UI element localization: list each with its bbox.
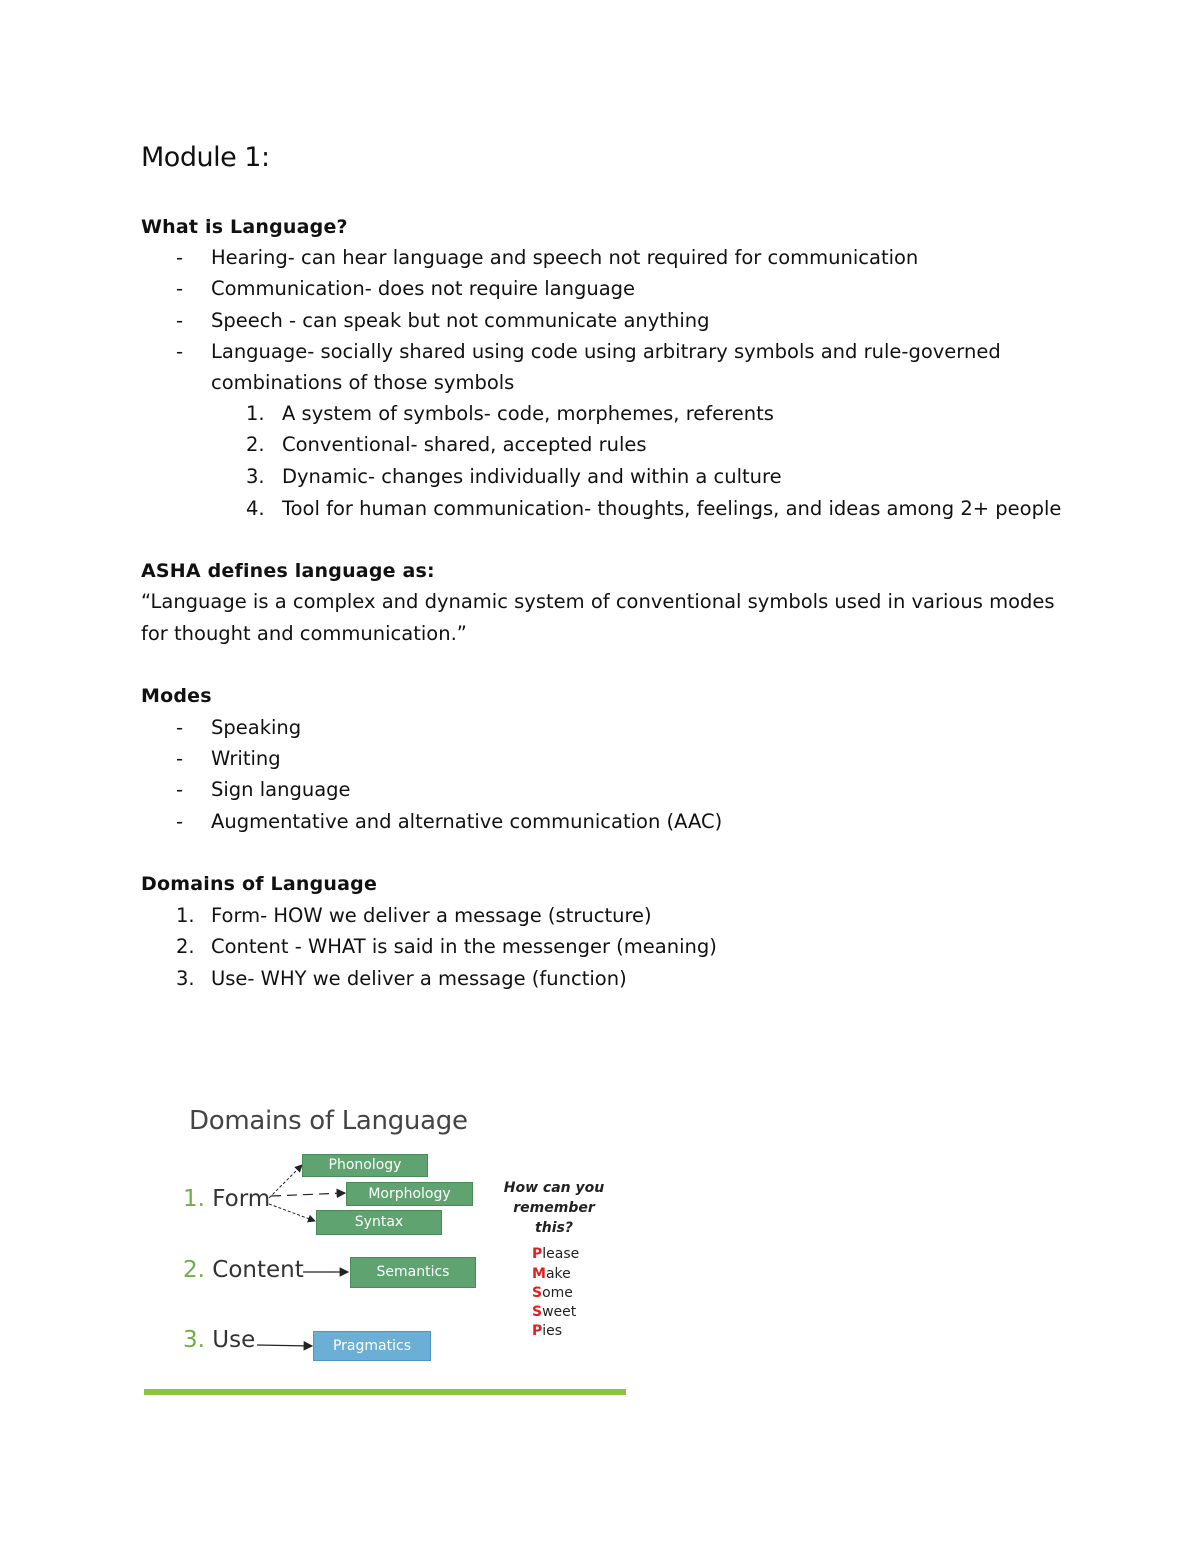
list-item: Hearing- can hear language and speech not required for communication bbox=[211, 246, 919, 269]
what-is-language-heading: What is Language? bbox=[141, 216, 348, 238]
form-label bbox=[183, 1186, 270, 1212]
bullet-dash: - bbox=[176, 340, 184, 363]
bullet-dash: - bbox=[176, 810, 184, 833]
sub-list-item: Conventional- shared, accepted rules bbox=[282, 433, 647, 456]
form-text: Form bbox=[212, 1186, 271, 1212]
list-item-continuation: combinations of those symbols bbox=[211, 371, 515, 394]
diagram-title: Domains of Language bbox=[189, 1106, 468, 1136]
content-number: 2. bbox=[183, 1257, 205, 1283]
list-number: 1. bbox=[246, 402, 265, 425]
content-label bbox=[183, 1257, 304, 1283]
morphology-box: Morphology bbox=[346, 1182, 473, 1206]
semantics-box: Semantics bbox=[350, 1257, 476, 1288]
bullet-dash: - bbox=[176, 246, 184, 269]
use-label bbox=[183, 1327, 255, 1353]
use-pragmatics-arrow bbox=[257, 1345, 312, 1346]
mode-item: Writing bbox=[211, 747, 281, 770]
domains-heading: Domains of Language bbox=[141, 873, 378, 895]
pragmatics-box: Pragmatics bbox=[313, 1331, 431, 1361]
domain-item: Content - WHAT is said in the messenger (meaning) bbox=[211, 935, 717, 958]
list-item: Communication- does not require language bbox=[211, 277, 636, 300]
bullet-dash: - bbox=[176, 277, 184, 300]
list-number: 2. bbox=[246, 433, 265, 456]
bullet-dash: - bbox=[176, 778, 184, 801]
sub-list-item: Tool for human communication- thoughts, feelings, and ideas among 2+ people bbox=[282, 497, 1062, 520]
phonology-box: Phonology bbox=[302, 1154, 428, 1177]
bullet-dash: - bbox=[176, 747, 184, 770]
list-number: 3. bbox=[246, 465, 265, 488]
domain-item: Form- HOW we deliver a message (structure) bbox=[211, 904, 652, 927]
sub-list-item: Dynamic- changes individually and within a culture bbox=[282, 465, 782, 488]
page-title: Module 1: bbox=[141, 142, 270, 173]
asha-heading: ASHA defines language as: bbox=[141, 560, 435, 582]
mnemonic-question: How can you remember this? bbox=[503, 1180, 605, 1236]
mnemonic-word bbox=[532, 1304, 576, 1320]
list-number: 3. bbox=[176, 967, 195, 990]
mnemonic-rest: ome bbox=[542, 1285, 573, 1301]
mnemonic-initial: P bbox=[532, 1323, 543, 1339]
mnemonic-word bbox=[532, 1285, 573, 1301]
syntax-box: Syntax bbox=[316, 1210, 442, 1235]
form-phonology-arrow bbox=[269, 1165, 302, 1198]
list-item: Speech - can speak but not communicate anything bbox=[211, 309, 710, 332]
modes-heading: Modes bbox=[141, 685, 212, 707]
mnemonic-word bbox=[532, 1266, 571, 1282]
list-number: 2. bbox=[176, 935, 195, 958]
domain-item: Use- WHY we deliver a message (function) bbox=[211, 967, 627, 990]
slide-bottom-bar bbox=[144, 1389, 626, 1395]
mnemonic-initial: P bbox=[532, 1246, 543, 1262]
mnemonic-rest: weet bbox=[542, 1304, 577, 1320]
mnemonic-word bbox=[532, 1246, 579, 1262]
domains-diagram bbox=[141, 1100, 631, 1400]
mnemonic-initial: S bbox=[532, 1285, 543, 1301]
use-number: 3. bbox=[183, 1327, 205, 1353]
list-item: Language- socially shared using code using arbitrary symbols and rule-governed bbox=[211, 340, 1001, 363]
list-number: 4. bbox=[246, 497, 265, 520]
mode-item: Augmentative and alternative communication (AAC) bbox=[211, 810, 723, 833]
form-syntax-arrow bbox=[269, 1204, 315, 1221]
form-morphology-arrow bbox=[271, 1193, 345, 1196]
mnemonic-rest: lease bbox=[542, 1246, 580, 1262]
mnemonic-word bbox=[532, 1323, 562, 1339]
mnemonic-rest: ake bbox=[545, 1266, 571, 1282]
mode-item: Speaking bbox=[211, 716, 302, 739]
use-text: Use bbox=[212, 1327, 256, 1353]
asha-quote-line: for thought and communication.” bbox=[141, 622, 467, 645]
form-number: 1. bbox=[183, 1186, 205, 1212]
mnemonic-initial: S bbox=[532, 1304, 543, 1320]
sub-list-item: A system of symbols- code, morphemes, referents bbox=[282, 402, 774, 425]
list-number: 1. bbox=[176, 904, 195, 927]
mode-item: Sign language bbox=[211, 778, 351, 801]
mnemonic-rest: ies bbox=[542, 1323, 563, 1339]
mnemonic-initial: M bbox=[532, 1266, 546, 1282]
bullet-dash: - bbox=[176, 716, 184, 739]
asha-quote-line: “Language is a complex and dynamic system of conventional symbols used in various modes bbox=[141, 590, 1055, 613]
bullet-dash: - bbox=[176, 309, 184, 332]
content-text: Content bbox=[212, 1257, 304, 1283]
